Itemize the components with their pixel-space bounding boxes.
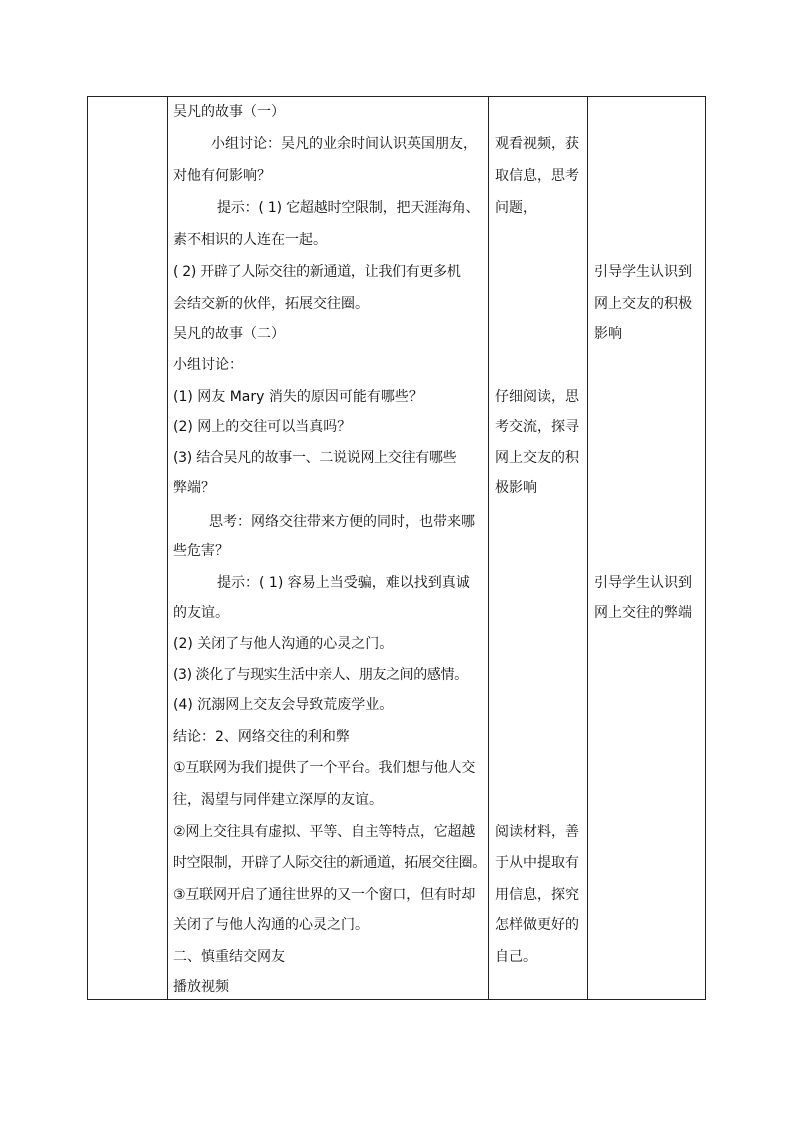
content-line: 会结交新的伙伴，拓展交往圈。 (173, 296, 369, 312)
content-line: ②网上交往具有虚拟、平等、自主等特点，它超越 (173, 824, 476, 840)
lesson-plan-table (87, 96, 706, 1000)
design-intent-column (594, 97, 704, 999)
intent-line: 网上交友的积极 (594, 296, 692, 312)
student-line: 观看视频，获 (495, 136, 579, 152)
student-line: 极影响 (495, 480, 537, 496)
student-activity-column (495, 97, 585, 999)
student-line: 用信息，探究 (495, 887, 579, 903)
content-line: 提示：( 1) 容易上当受骗，难以找到真诚 (217, 575, 470, 591)
student-line: 阅读材料，善 (495, 824, 579, 840)
intent-line: 网上交往的弊端 (594, 605, 692, 621)
content-line: (1) 网友 Mary 消失的原因可能有哪些？ (173, 389, 423, 405)
content-line: 弊端？ (173, 480, 215, 496)
intent-line: 引导学生认识到 (594, 264, 692, 280)
content-line: (4) 沉溺网上交友会导致荒废学业。 (173, 697, 394, 713)
student-line: 考交流，探寻 (495, 419, 579, 435)
student-line: 仔细阅读，思 (495, 389, 579, 405)
content-line: 的友谊。 (173, 605, 229, 621)
content-line: 小组讨论：吴凡的业余时间认识英国朋友， (211, 136, 477, 152)
column-divider (488, 97, 489, 999)
content-line: ( 2) 开辟了人际交往的新通道，让我们有更多机 (173, 264, 461, 280)
content-line: 小组讨论： (173, 357, 243, 373)
content-line: ③互联网开启了通往世界的又一个窗口，但有时却 (173, 887, 476, 903)
content-line: 提示：( 1) 它超越时空限制，把天涯海角、 (217, 200, 480, 216)
content-line: (2) 网上的交往可以当真吗？ (173, 419, 352, 435)
content-line: ①互联网为我们提供了一个平台。我们想与他人交 (173, 760, 476, 776)
content-line: 吴凡的故事（二） (173, 326, 285, 342)
column-divider (587, 97, 588, 999)
content-line: (3) 结合吴凡的故事一、二说说网上交往有哪些 (173, 450, 457, 466)
content-line: 些危害？ (173, 543, 229, 559)
column-divider (167, 97, 168, 999)
content-line: 往，渴望与同伴建立深厚的友谊。 (173, 792, 383, 808)
student-line: 于从中提取有 (495, 855, 579, 871)
content-line: 播放视频 (173, 979, 229, 995)
content-line: 二、慎重结交网友 (173, 949, 285, 965)
content-line: 吴凡的故事（一） (173, 104, 285, 120)
content-line: 结论：2、网络交往的利和弊 (173, 729, 350, 745)
intent-line: 影响 (594, 326, 622, 342)
student-line: 网上交友的积 (495, 450, 579, 466)
student-line: 自己。 (495, 949, 537, 965)
student-line: 怎样做更好的 (495, 917, 579, 933)
student-line: 问题， (495, 200, 537, 216)
content-line: 关闭了与他人沟通的心灵之门。 (173, 917, 369, 933)
content-line: 对他有何影响？ (173, 168, 271, 184)
content-line: 素不相识的人连在一起。 (173, 232, 327, 248)
content-line: 思考：网络交往带来方便的同时，也带来哪 (209, 514, 475, 530)
intent-line: 引导学生认识到 (594, 575, 692, 591)
teacher-activity-column (173, 97, 485, 999)
student-line: 取信息，思考 (495, 168, 579, 184)
content-line: (3) 淡化了与现实生活中亲人、朋友之间的感情。 (173, 667, 468, 683)
content-line: (2) 关闭了与他人沟通的心灵之门。 (173, 636, 394, 652)
content-line: 时空限制，开辟了人际交往的新通道，拓展交往圈。 (173, 855, 486, 871)
